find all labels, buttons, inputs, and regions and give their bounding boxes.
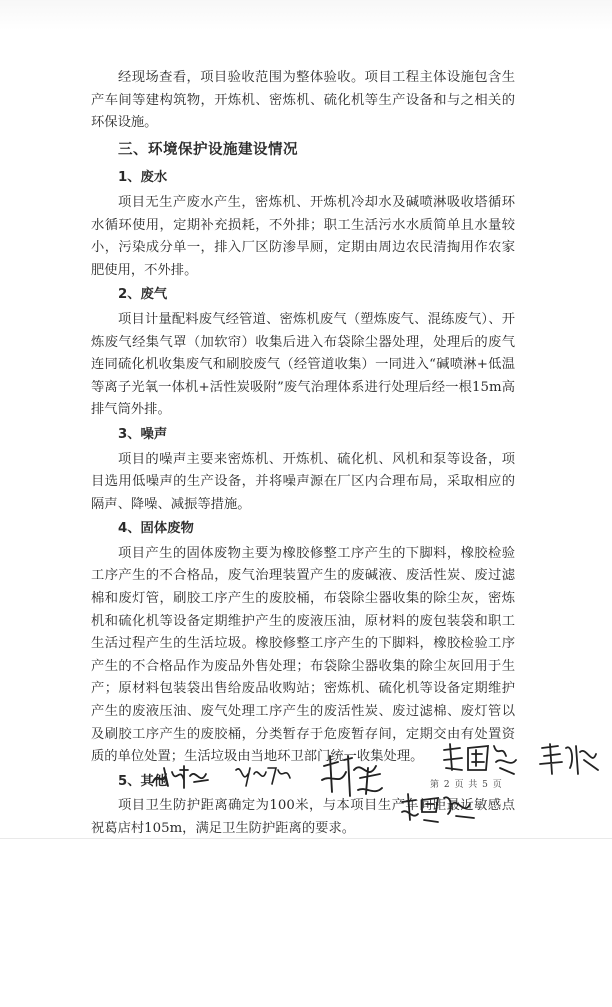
signature-5: [536, 740, 600, 780]
scan-edge: [0, 838, 612, 839]
solid-waste-heading: 4、固体废物: [118, 521, 194, 537]
page-number: 第 2 页 共 5 页: [430, 780, 503, 790]
other-paragraph: 项目卫生防护距离确定为100米，与本项目生产车间距最近敏感点祝葛店村105m，满足卫生防护距离的要求。: [91, 798, 515, 836]
wastewater-heading: 1、废水: [118, 170, 168, 186]
signature-2: [232, 760, 292, 790]
signature-6: [398, 790, 478, 828]
wastewater-paragraph: 项目无生产废水产生，密炼机、开炼机冷却水及碱喷淋吸收塔循环水循环使用，定期补充损耗，不外排；职工生活污水水质简单且水量较小，污染成分单一，排入厂区防渗旱厕，定期由周边农民清掏用作农家肥使用，不外排。: [91, 194, 515, 278]
exhaust-gas-paragraph: 项目计量配料废气经管道、密炼机废气（塑炼废气、混练废气）、开炼废气经集气罩（加软帘）收集后进入布袋除尘器处理，处理后的废气连同硫化机收集废气和刷胶废气（经管道收集）一同进入“碱喷淋+低温等离子光氧一体机+活性炭吸附”废气治理体系进行处理后经一根15m高排气筒外排。: [91, 311, 515, 418]
noise-heading: 3、噪声: [118, 426, 168, 442]
other-heading: 5、其他: [118, 773, 168, 789]
signature-3: [318, 752, 386, 800]
signature-1: [150, 762, 210, 792]
exhaust-gas-heading: 2、废气: [118, 287, 168, 303]
solid-waste-paragraph: 项目产生的固体废物主要为橡胶修整工序产生的下脚料，橡胶检验工序产生的不合格品，废气治理装置产生的废碱液、废活性炭、废过滤棉和废灯管，刷胶工序产生的废胶桶，布袋除尘器收集的除尘灰，密炼机和硫化机等设备定期维护产生的废液压油，原材料的废包装袋和职工生活过程产生的生活垃圾。橡胶修整工序产生的下脚料，橡胶检验工序产生的不合格品作为废品外售处理；布袋除尘器收集的除尘灰回用于生产；原材料包装袋出售给废品收购站；密炼机、硫化机等设备定期维护产生的废液压油、废气处理工序产生的废活性炭、废过滤棉、废灯管以及刷胶工序产生的废胶桶，分类暂存于危废暂存间，定期交由有处置资质的单位处置；生活垃圾由当地环卫部门统一收集处理。: [91, 545, 515, 765]
body-text: [91, 67, 515, 841]
intro-paragraph: 经现场查看，项目验收范围为整体验收。项目工程主体设施包含生产车间等建构筑物，开炼机、密炼机、硫化机等生产设备和与之相关的环保设施。: [91, 70, 515, 131]
signature-4: [440, 740, 520, 780]
section-title: 三、环境保护设施建设情况: [118, 141, 298, 158]
noise-paragraph: 项目的噪声主要来密炼机、开炼机、硫化机、风机和泵等设备，项目选用低噪声的生产设备，并将噪声源在厂区内合理布局，采取相应的隔声、降噪、减振等措施。: [91, 451, 515, 512]
scan-shading: [0, 0, 612, 30]
